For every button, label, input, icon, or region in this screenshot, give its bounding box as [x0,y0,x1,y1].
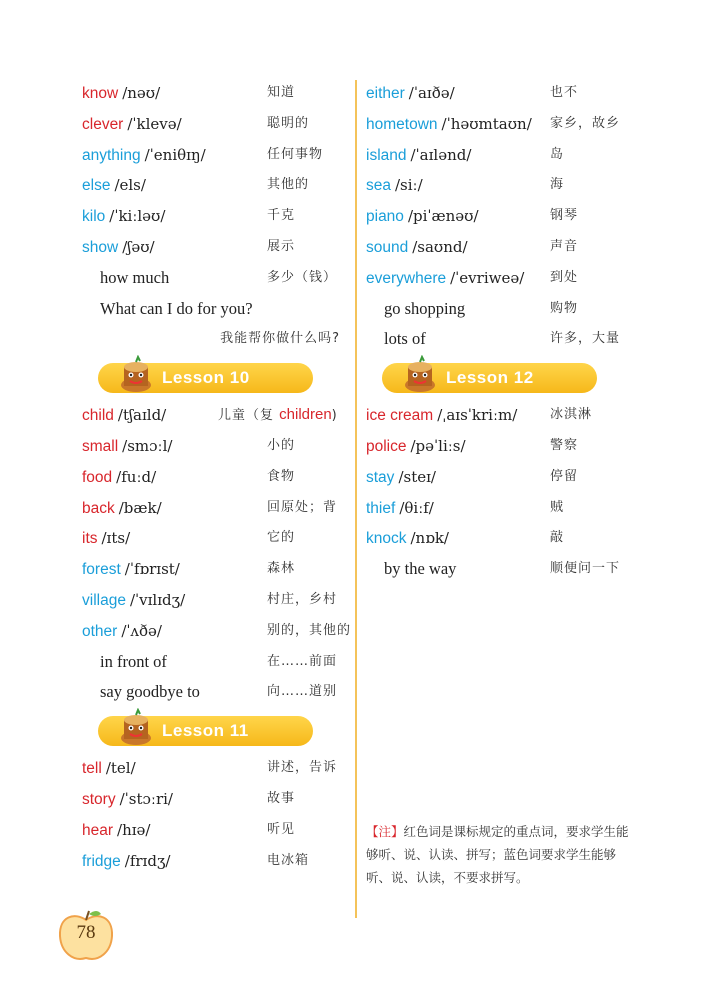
phonetic: /ˈfɒrɪst/ [124,560,180,579]
phrase-text: lots of [384,329,426,349]
phrase-text: What can I do for you? [100,298,253,318]
vocab-row-fridge [82,846,344,877]
vocab-row-either [366,78,636,109]
phonetic: /piˈænəʊ/ [407,207,479,226]
word: hometown [366,115,438,133]
phrase-row [82,677,344,708]
phrase-row [82,294,344,325]
phonetic: /ˈkiːləʊ/ [109,207,166,226]
translation: 听见 [267,821,296,837]
phrase-translation: 向……道别 [267,684,338,700]
phonetic: /ˈaɪðə/ [408,84,455,102]
translation: 任何事物 [267,146,324,162]
translation: 森林 [267,561,296,577]
translation: 声音 [550,238,579,254]
phonetic: /θiːf/ [399,498,434,517]
translation: 敲 [550,530,565,546]
translation: 停留 [550,468,579,484]
word: know [82,85,119,102]
vocab-group-2 [82,431,352,647]
vocab-row-sound [366,232,636,263]
phrase-text: in front of [100,651,167,671]
vocab-row-forest [82,554,344,585]
translation: 讲述，告诉 [267,760,338,776]
word: other [82,622,118,640]
vocab-row-know [82,78,344,109]
phonetic: /smɔːl/ [122,436,173,455]
lesson-11-banner [82,708,344,753]
vocab-row-everywhere [366,263,636,294]
phrase-row [82,263,344,294]
vocab-row-thief [366,493,636,524]
word: show [82,238,119,256]
translation: 钢琴 [550,208,579,224]
phonetic: /saʊnd/ [412,237,468,256]
phrase-row [366,294,636,325]
phonetic: /ɪts/ [101,529,131,548]
phrase-group-1 [82,263,344,325]
phonetic: /siː/ [395,176,423,195]
phonetic: /fuːd/ [116,467,157,486]
footnote [366,820,638,889]
vocab-row-piano [366,201,636,232]
vocab-row-story [82,784,344,815]
translation: 展示 [267,238,296,254]
banner-pill [98,363,313,393]
word: clever [82,115,124,133]
word: fridge [82,852,121,870]
phrase-row [366,324,636,355]
mascot-stump-icon [116,355,156,395]
phonetic: /nəʊ/ [122,84,161,102]
translation-child [218,400,338,432]
right-column [366,78,636,585]
vocab-row-its [82,523,344,554]
column-divider [355,80,357,918]
phrase-group-2 [82,647,344,709]
word: island [366,146,407,164]
translation: 聪明的 [267,115,310,131]
word: piano [366,208,404,226]
vocab-row-child [82,400,344,431]
word: story [82,790,116,808]
vocab-row-ice-cream [366,400,636,431]
phonetic: /ˈevriweə/ [450,268,525,287]
translation-child-prefix: 儿童（复 [218,408,280,424]
phonetic: /tel/ [105,759,136,778]
phrase-translation: 许多，大量 [550,331,621,347]
phonetic: /ˈhəʊmtaʊn/ [441,114,532,133]
translation: 别的，其他的 [267,622,352,638]
word: village [82,591,126,609]
vocab-row-other [82,616,352,647]
vocab-row-stay [366,462,636,493]
page-number: 78 [76,922,96,943]
banner-pill [98,716,313,746]
translation: 冰淇淋 [550,407,593,423]
phonetic: /ˈʌðə/ [121,621,162,640]
word: tell [82,760,102,778]
phonetic: /hɪə/ [117,820,151,839]
phrase-translation: 顺便问一下 [550,561,621,577]
phrase-translation: 购物 [550,300,579,316]
vocab-row-sea [366,170,636,201]
vocab-row-hometown [366,109,636,140]
vocab-group-2 [366,400,636,554]
word: kilo [82,208,106,226]
phonetic: /bæk/ [118,498,162,517]
phrase-text: by the way [384,559,457,579]
phonetic: /ˈaɪlənd/ [410,145,472,164]
translation: 家乡，故乡 [550,115,621,131]
word: small [82,437,119,455]
translation-child-suffix: ) [331,408,338,424]
phonetic: /ˈvɪlɪdʒ/ [129,590,186,609]
vocab-row-anything [82,140,344,171]
vocab-row-back [82,493,344,524]
lesson-11-title: Lesson 11 [162,721,249,741]
phrase-row [366,554,636,585]
footnote-bracket: 【注】 [366,824,404,839]
vocab-row-else [82,170,344,201]
word: ice cream [366,407,434,425]
phonetic: /ˈklevə/ [127,114,182,133]
vocab-group-1 [366,78,636,294]
word: either [366,85,405,102]
word-child: child [82,407,114,425]
translation: 故事 [267,790,296,806]
vocab-row-kilo [82,201,344,232]
phrase-group-2 [366,554,636,585]
banner-pill [382,363,597,393]
word: sound [366,238,409,256]
phrase-translation: 我能帮你做什么吗? [220,331,340,347]
phrase-row [82,647,344,678]
translation: 电冰箱 [267,852,310,868]
vocab-row-clever [82,109,344,140]
word: food [82,468,113,486]
lesson-12-banner [366,355,636,400]
phonetic: /pəˈliːs/ [410,436,466,455]
translation: 到处 [550,269,579,285]
lesson-12-title: Lesson 12 [446,368,534,388]
left-column [82,78,352,876]
word: hear [82,821,114,839]
translation: 岛 [550,146,565,162]
word: stay [366,468,395,486]
lesson-10-title: Lesson 10 [162,368,250,388]
translation: 贼 [550,499,565,515]
vocab-row-tell [82,753,344,784]
word: knock [366,530,407,548]
translation: 其他的 [267,177,310,193]
vocab-row-knock [366,523,636,554]
phrase-translation: 多少（钱） [267,269,338,285]
translation: 千克 [267,208,296,224]
word: its [82,530,98,548]
phrase-text: say goodbye to [100,682,200,702]
vocab-row-police [366,431,636,462]
translation: 也不 [550,85,579,100]
phonetic: /nɒk/ [410,529,449,548]
translation: 知道 [267,85,296,100]
word: thief [366,499,396,517]
phonetic: /ˈeniθɪŋ/ [144,145,206,164]
translation: 海 [550,177,565,193]
translation: 它的 [267,530,296,546]
phrase-text: how much [100,267,170,287]
vocab-row-show [82,232,344,263]
footnote-text: 红色词是课标规定的重点词，要求学生能够听、说、认读、拼写；蓝色词要求学生能够听、说、认读，不要求拼写。 [366,824,629,885]
vocab-group-1 [82,78,344,263]
translation-child-red: children [279,406,332,424]
translation: 小的 [267,437,296,453]
vocab-row-hear [82,815,344,846]
translation: 回原处；背 [267,499,338,515]
vocab-row-island [366,140,636,171]
phonetic: /frɪdʒ/ [124,851,171,870]
translation: 警察 [550,437,579,453]
word: anything [82,146,141,164]
phonetic: /steɪ/ [398,467,436,486]
phonetic: /ˈstɔːri/ [119,789,173,808]
page-number-badge [55,908,117,964]
word: forest [82,561,121,579]
vocab-row-village [82,585,344,616]
lesson-10-banner [82,355,344,400]
word: everywhere [366,269,447,287]
mascot-stump-icon [116,708,156,748]
vocab-group-3 [82,753,344,876]
vocab-row-food [82,462,344,493]
phonetic: /ˌaɪsˈkriːm/ [437,406,518,425]
phrase-translation: 在……前面 [267,653,338,669]
translation: 村庄，乡村 [267,591,338,607]
word: else [82,177,111,195]
phonetic: /els/ [114,176,146,195]
phrase-text: go shopping [384,298,466,318]
word: police [366,437,407,455]
phonetic: /ʃəʊ/ [122,237,155,256]
phrase-group-1 [366,294,636,356]
phonetic-child: /tʃaɪld/ [117,406,167,425]
mascot-stump-icon [400,355,440,395]
translation: 食物 [267,468,296,484]
vocab-row-small [82,431,344,462]
word: sea [366,177,391,195]
word: back [82,499,115,517]
